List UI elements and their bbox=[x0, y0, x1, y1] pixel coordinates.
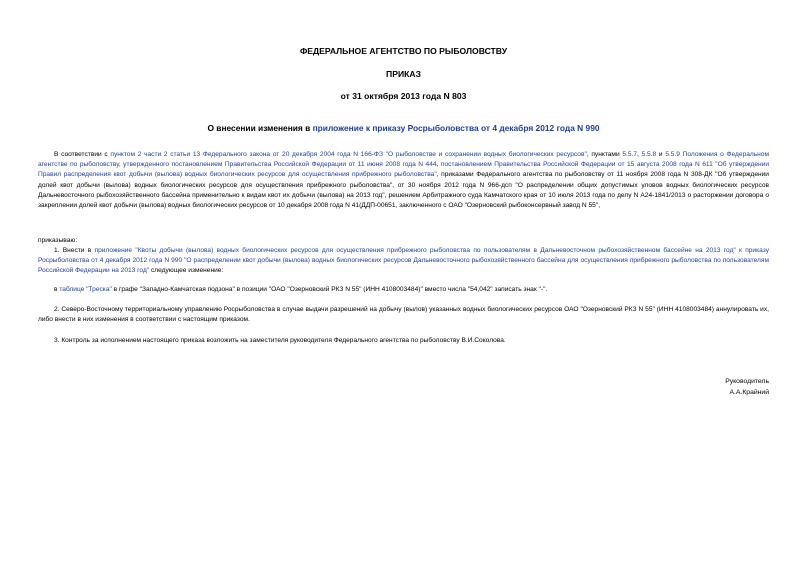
signature-name: А.А.Крайний bbox=[729, 389, 769, 396]
paragraph-item-1 bbox=[38, 246, 769, 277]
p3-text-2: следующее изменение: bbox=[149, 267, 224, 275]
p1-text-2: , пунктами bbox=[586, 151, 623, 158]
appendix-link[interactable]: приложение "Квоты добычи (вылова) водных биологических ресурсов для осуществления прибрежного рыболовства по пользователям в Дальневосточном рыбохозяйственном бассейне на 2013 год" к приказу Росрыболовства от 4 декабря 2012 года N 990 "О распределении квот добычи (вылова) водных биологических ресурсов Дальневосточного рыбохозяйственного бассейна для осуществления прибрежного рыболовства по пользователям Российской Федерации на 2013 год" bbox=[38, 247, 769, 275]
title-prefix: О внесении изменения в bbox=[207, 123, 313, 133]
paragraph-item-2: 2. Северо-Восточному территориальному управлению Росрыболовства в случае выдачи разрешений на добычу (вылов) указанных водных биологических ресурсов ОАО "Озерновский РКЗ N 55" (ИНН 4108003484) аннулировать их, либо внести в них изменения в соответствии с настоящим приказом. bbox=[38, 306, 769, 324]
p1-text-4: и bbox=[656, 151, 666, 158]
p1-text-6: , приказами Федерального агентства по рыболовству от 11 ноября 2008 года N 308-ДК "Об утверждении долей квот добычи (вылова) водных биологических ресурсов для осуществления прибрежного рыболовства", от 30 ноября 2012 года N 966-дсп "О распределении общих допустимых уловов водных биологических ресурсов Дальневосточного рыбохозяйственного бассейна применительно к видам квот их добычи (вылова) на 2013 год", решением Арбитражного суда Камчатского края от 10 июля 2013 года по делу N А24-1841/2013 о расторжении договора о закреплении долей квот добычи (вылова) водных биологических ресурсов от 10 декабря 2008 года N 41(ДДП-00651, заключенного с ОАО "Озерновский рыбоконсервный завод N 55", bbox=[38, 171, 769, 210]
p3-text-1: 1. Внести в bbox=[54, 247, 95, 254]
title-link[interactable]: приложение к приказу Росрыболовства от 4 декабря 2012 года N 990 bbox=[312, 123, 600, 133]
date-number-heading: от 31 октября 2013 года N 803 bbox=[340, 91, 467, 101]
p1-text-1: В соответствии с bbox=[54, 151, 111, 158]
paragraph-preamble bbox=[38, 150, 769, 211]
paragraph-order-word: приказываю: bbox=[38, 237, 78, 244]
doc-type-heading: ПРИКАЗ bbox=[386, 69, 421, 79]
regulation-444-link[interactable]: 5.5.9 Положения о Федеральном агентстве по рыболовству, утвержденного постановлением Правительства Российской Федерации от 11 июня 2008 года N 444 bbox=[38, 151, 769, 169]
p4-text-2: в графе "Западно-Камчатская подзона" в позиции "ОАО "Озерновский РКЗ N 55" (ИНН 4108003484)" вместо числа "54,042" записать знак "-". bbox=[111, 286, 548, 293]
p1-text-5: , bbox=[436, 161, 441, 169]
cod-table-link[interactable]: таблице "Треска" bbox=[59, 286, 112, 293]
agency-heading: ФЕДЕРАЛЬНОЕ АГЕНТСТВО ПО РЫБОЛОВСТВУ bbox=[299, 46, 508, 56]
paragraph-change bbox=[38, 285, 769, 295]
p1-text-3: , bbox=[637, 151, 642, 158]
item-558-link[interactable]: 5.5.8 bbox=[641, 151, 657, 158]
item-557-link[interactable]: 5.5.7 bbox=[622, 151, 638, 158]
p4-text-1: в bbox=[54, 286, 60, 293]
law-166fz-link[interactable]: пунктом 2 части 2 статьи 13 Федерального закона от 20 декабря 2004 года N 166-ФЗ "О рыболовстве и сохранении водных биологических ресурсов" bbox=[110, 151, 587, 158]
order-title bbox=[0, 123, 807, 133]
paragraph-item-3: 3. Контроль за исполнением настоящего приказа возложить на заместителя руководителя Федерального агентства по рыболовству В.И.Соколова. bbox=[54, 337, 506, 344]
signature-role: Руководитель bbox=[725, 378, 769, 385]
resolution-611-link[interactable]: постановлением Правительства Российской Федерации от 15 августа 2008 года N 611 "Об утверждении Правил распределения квот добычи (вылова) водных биологических ресурсов для осуществления прибрежного рыболовства" bbox=[38, 161, 770, 179]
